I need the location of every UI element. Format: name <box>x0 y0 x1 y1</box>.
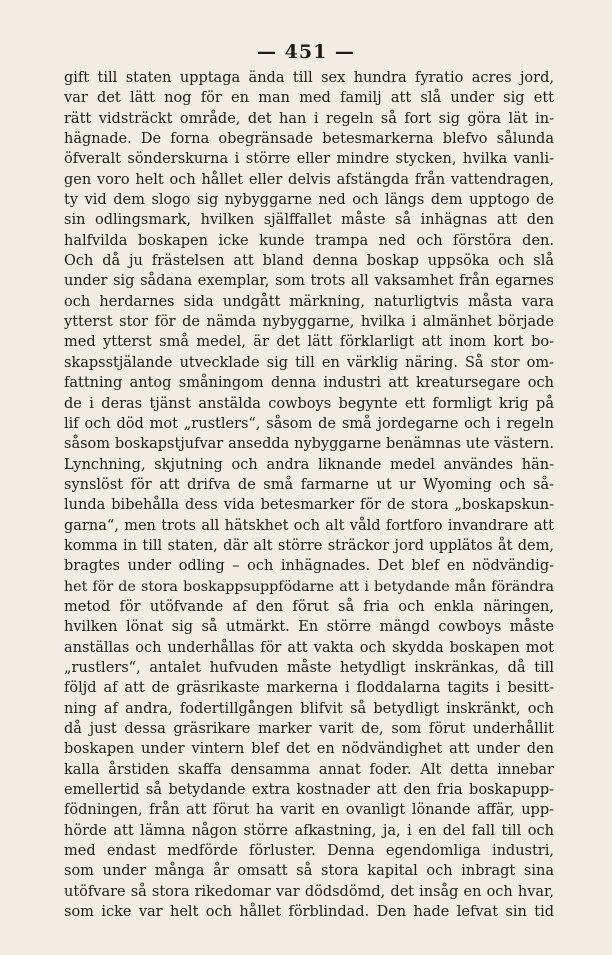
text-line: öfveralt sönderskurna i större eller mindre stycken, hvilka vanli- <box>64 151 554 168</box>
text-line: hvilken lönat sig så utmärkt. En större mängd cowboys måste <box>64 619 554 636</box>
page-number: — 451 — <box>257 41 355 63</box>
text-line: lif och död mot „rustlers“, såsom de små jordegarne och i regeln <box>64 415 554 432</box>
body-text <box>64 68 554 922</box>
text-line: ty vid dem slogo sig nybyggarne ned och längs dem upptogo de <box>64 192 554 209</box>
text-line: med ytterst små medel, är det lätt förklarligt att inom kort bo- <box>64 334 554 351</box>
text-line: het för de stora boskappsuppfödarne att i betydande mån förändra <box>64 578 554 595</box>
text-line: ytterst stor för de nämda nybyggarne, hvilka i almänhet började <box>64 314 554 331</box>
text-line: utöfvare så stora rikedomar var dödsdömd, det insåg en och hvar, <box>64 883 554 900</box>
text-line: anställas och underhållas för att vakta och skydda boskapen mot <box>64 639 554 656</box>
text-line: gift till staten upptaga ända till sex hundra fyratio acres jord, <box>64 70 554 86</box>
text-line: skapsstjälande utvecklade sig till en värklig näring. Så stor om- <box>64 354 554 371</box>
text-line: hörde att lämna någon större afkastning, ja, i en del fall till och <box>64 822 554 839</box>
text-line: Lynchning, skjutning och andra liknande medel användes hän- <box>64 456 554 473</box>
text-line: synslöst för att drifva de små farmarne ut ur Wyoming och så- <box>64 476 554 493</box>
text-line: då just dessa gräsrikare marker varit de, som förut underhållit <box>64 721 554 737</box>
text-line: som icke var helt och hållet förblindad. Den hade lefvat sin tid <box>64 904 554 921</box>
text-line: rätt vidsträckt område, det han i regeln så fort sig göra lät in- <box>64 110 554 127</box>
text-line: såsom boskapstjufvar ansedda nybyggarne benämnas ute västern. <box>64 436 554 453</box>
text-line: emellertid så betydande extra kostnader att den fria boskapupp- <box>64 782 554 799</box>
text-line: hägnade. De forna obegränsade betesmarkerna blefvo sålunda <box>64 131 554 148</box>
text-line: komma in till staten, där alt större sträckor jord upplätos åt dem, <box>64 537 554 554</box>
text-line: „rustlers“, antalet hufvuden måste hetydligt inskränkas, då till <box>64 659 554 676</box>
text-line: boskapen under vintern blef det en nödvändighet att under den <box>64 741 554 758</box>
text-line: ning af andra, fodertillgången blifvit så betydligt inskränkt, och <box>64 700 554 717</box>
text-line: halfvilda boskapen icke kunde trampa ned och förstöra den. <box>64 232 554 249</box>
text-line: Och då ju frästelsen att bland denna boskap uppsöka och slå <box>64 253 554 270</box>
text-line: med endast medförde förluster. Denna egendomliga industri, <box>64 843 554 860</box>
text-line: som under många år omsatt så stora kapital och inbragt sina <box>64 863 554 880</box>
text-line: kalla årstiden skaffa densamma annat foder. Alt detta innebar <box>64 761 554 778</box>
text-line: födningen, från att förut ha varit en ovanligt lönande affär, upp- <box>64 802 554 819</box>
text-line: fattning antog småningom denna industri att kreatursegare och <box>64 375 554 392</box>
text-line: de i deras tjänst anstälda cowboys begynte ett formligt krig på <box>64 395 554 412</box>
text-line: garna“, men trots all hätskhet och alt våld fortforo invandrare att <box>64 517 554 534</box>
text-line: lunda bibehålla dess vida betesmarker för de stora „boskapskun- <box>64 497 554 514</box>
text-line: var det lätt nog för en man med familj att slå under sig ett <box>64 90 554 107</box>
text-line: bragtes under odling – och inhägnades. Det blef en nödvändig- <box>64 558 554 575</box>
text-line: sin odlingsmark, hvilken själffallet måste så inhägnas att den <box>64 212 554 229</box>
text-line: under sig sådana exemplar, som trots all vaksamhet från egarnes <box>64 273 554 290</box>
text-line: gen voro helt och hållet eller delvis afstängda från vattendragen, <box>64 171 554 188</box>
text-line: och herdarnes sida undgått märkning, naturligtvis måsta vara <box>64 293 554 310</box>
text-line: metod för utöfvande af den förut så fria och enkla näringen, <box>64 598 554 615</box>
text-line: följd af att de gräsrikaste markerna i floddalarna tagits i besitt- <box>64 680 554 697</box>
